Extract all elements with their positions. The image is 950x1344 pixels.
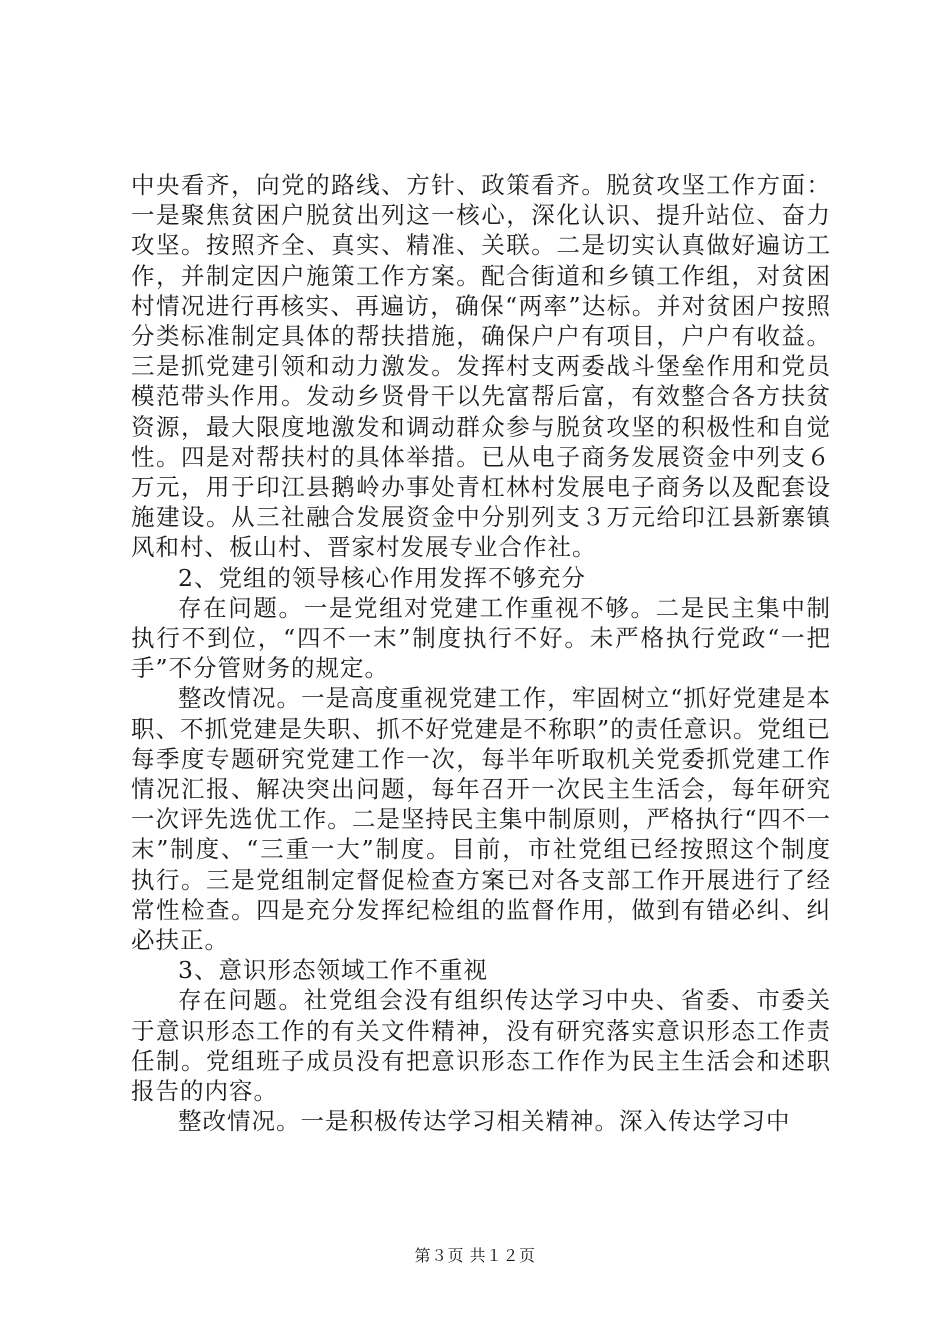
paragraph-problems-leadership: 存在问题。一是党组对党建工作重视不够。二是民主集中制执行不到位，“四不一末”制度执行不好。未严格执行党政“一把手”不分管财务的规定。 [131, 593, 831, 683]
paragraph-poverty-alleviation: 中央看齐，向党的路线、方针、政策看齐。脱贫攻坚工作方面：一是聚焦贫困户脱贫出列这一核心，深化认识、提升站位、奋力攻坚。按照齐全、真实、精准、关联。二是切实认真做好遍访工作，并制定因户施策工作方案。配合街道和乡镇工作组，对贫困村情况进行再核实、再遍访，确保“两率”达标。并对贫困户按照分类标准制定具体的帮扶措施，确保户户有项目，户户有收益。三是抓党建引领和动力激发。发挥村支两委战斗堡垒作用和党员模范带头作用。发动乡贤骨干以先富帮后富，有效整合各方扶贫资源，最大限度地激发和调动群众参与脱贫攻坚的积极性和自觉性。四是对帮扶村的具体举措。已从电子商务发展资金中列支６万元，用于印江县鹅岭办事处青杠林村发展电子商务以及配套设施建设。从三社融合发展资金中分别列支３万元给印江县新寨镇风和村、板山村、晋家村发展专业合作社。 [131, 171, 831, 562]
page-number-footer: 第３页 共１２页 [414, 1246, 536, 1265]
document-body [131, 170, 831, 1137]
paragraph-problems-ideology: 存在问题。社党组会没有组织传达学习中央、省委、市委关于意识形态工作的有关文件精神，没有研究落实意识形态工作责任制。党组班子成员没有把意识形态工作作为民主生活会和述职报告的内容。 [131, 986, 831, 1106]
paragraph-rectification-ideology: 整改情况。一是积极传达学习相关精神。深入传达学习中 [178, 1107, 791, 1136]
paragraph-rectification-leadership: 整改情况。一是高度重视党建工作，牢固树立“抓好党建是本职、不抓党建是失职、抓不好党建是不称职”的责任意识。党组已每季度专题研究党建工作一次，每半年听取机关党委抓党建工作情况汇报、解决突出问题，每年召开一次民主生活会，每年研究一次评先选优工作。二是坚持民主集中制原则，严格执行“四不一末”制度、“三重一大”制度。目前，市社党组已经按照这个制度执行。三是党组制定督促检查方案已对各支部工作开展进行了经常性检查。四是充分发挥纪检组的监督作用，做到有错必纠、纠必扶正。 [131, 684, 831, 955]
section-heading-party-leadership: 2、党组的领导核心作用发挥不够充分 [178, 563, 586, 592]
section-heading-ideology: 3、意识形态领域工作不重视 [178, 956, 488, 985]
